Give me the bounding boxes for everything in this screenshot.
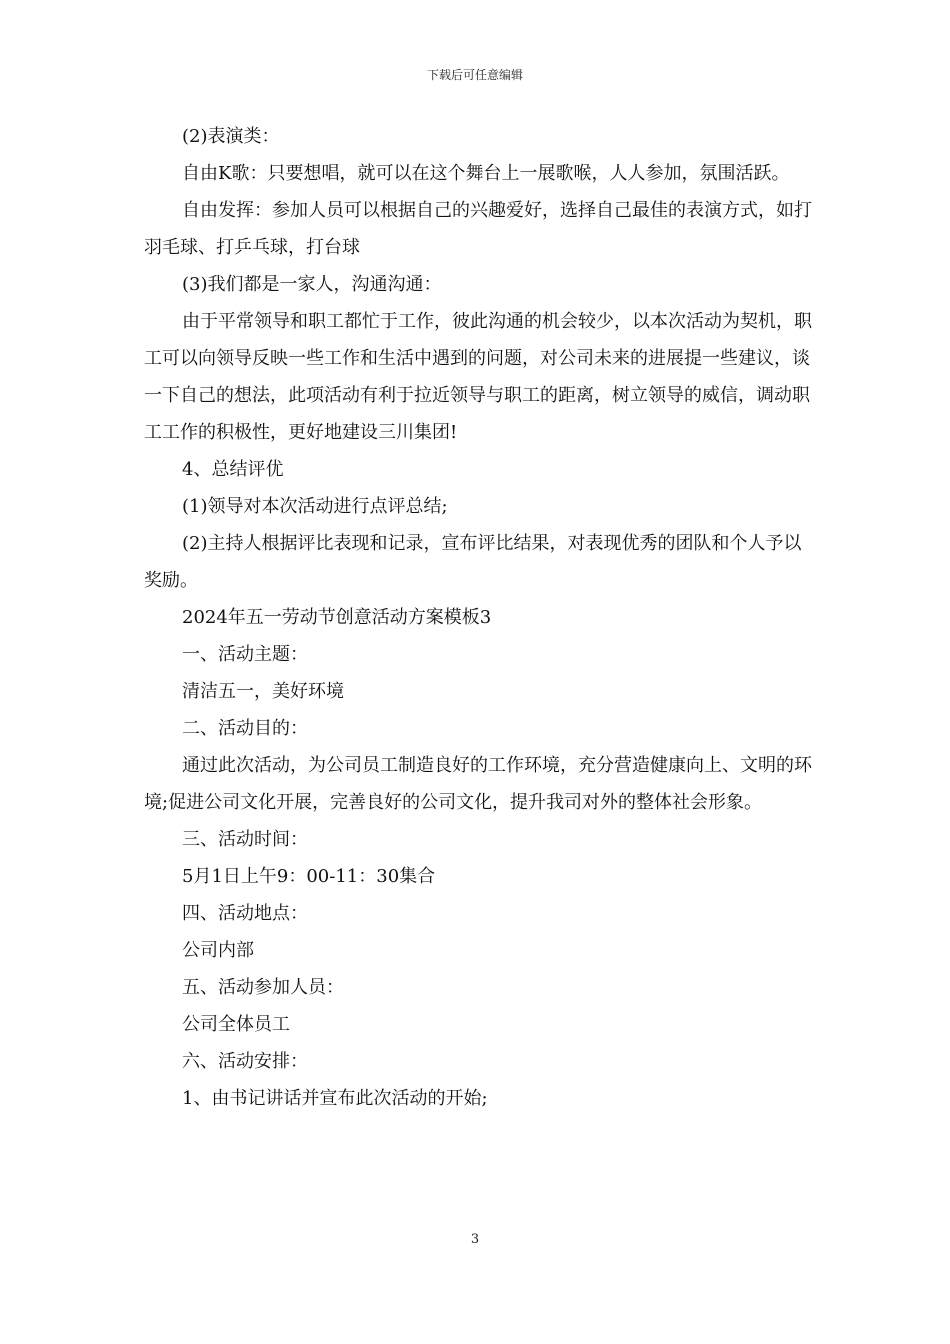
paragraph: 二、活动目的： [182, 718, 308, 739]
document-body [144, 118, 812, 1117]
paragraph: 公司全体员工 [182, 1014, 290, 1035]
paragraph: (3)我们都是一家人，沟通沟通： [182, 274, 442, 295]
paragraph: 清洁五一，美好环境 [182, 681, 344, 702]
paragraph: (2)表演类： [182, 126, 280, 147]
section-title: 2024年五一劳动节创意活动方案模板3 [182, 607, 492, 628]
paragraph: (2)主持人根据评比表现和记录，宣布评比结果，对表现优秀的团队和个人予以奖励。 [144, 533, 802, 591]
paragraph: 自由K歌：只要想唱，就可以在这个舞台上一展歌喉，人人参加，氛围活跃。 [182, 163, 790, 184]
paragraph: 五、活动参加人员： [182, 977, 344, 998]
paragraph: 四、活动地点： [182, 903, 308, 924]
paragraph: 通过此次活动，为公司员工制造良好的工作环境，充分营造健康向上、文明的环境;促进公司文化开展，完善良好的公司文化，提升我司对外的整体社会形象。 [144, 755, 812, 813]
paragraph: 公司内部 [182, 940, 254, 961]
page-header: 下载后可任意编辑 [426, 68, 523, 82]
paragraph: 1、由书记讲话并宣布此次活动的开始; [182, 1088, 488, 1109]
page-number: 3 [470, 1232, 480, 1247]
paragraph: (1)领导对本次活动进行点评总结; [182, 496, 448, 517]
paragraph: 5月1日上午9：00-11：30集合 [182, 866, 436, 887]
paragraph: 由于平常领导和职工都忙于工作，彼此沟通的机会较少，以本次活动为契机，职工可以向领导反映一些工作和生活中遇到的问题，对公司未来的进展提一些建议，谈一下自己的想法，此项活动有利于拉近领导与职工的距离，树立领导的威信，调动职工工作的积极性，更好地建设三川集团! [144, 311, 812, 443]
paragraph: 一、活动主题： [182, 644, 308, 665]
paragraph: 三、活动时间： [182, 829, 308, 850]
paragraph: 4、总结评优 [182, 459, 284, 480]
paragraph: 六、活动安排： [182, 1051, 308, 1072]
paragraph: 自由发挥：参加人员可以根据自己的兴趣爱好，选择自己最佳的表演方式，如打羽毛球、打乒乓球，打台球 [144, 200, 812, 258]
